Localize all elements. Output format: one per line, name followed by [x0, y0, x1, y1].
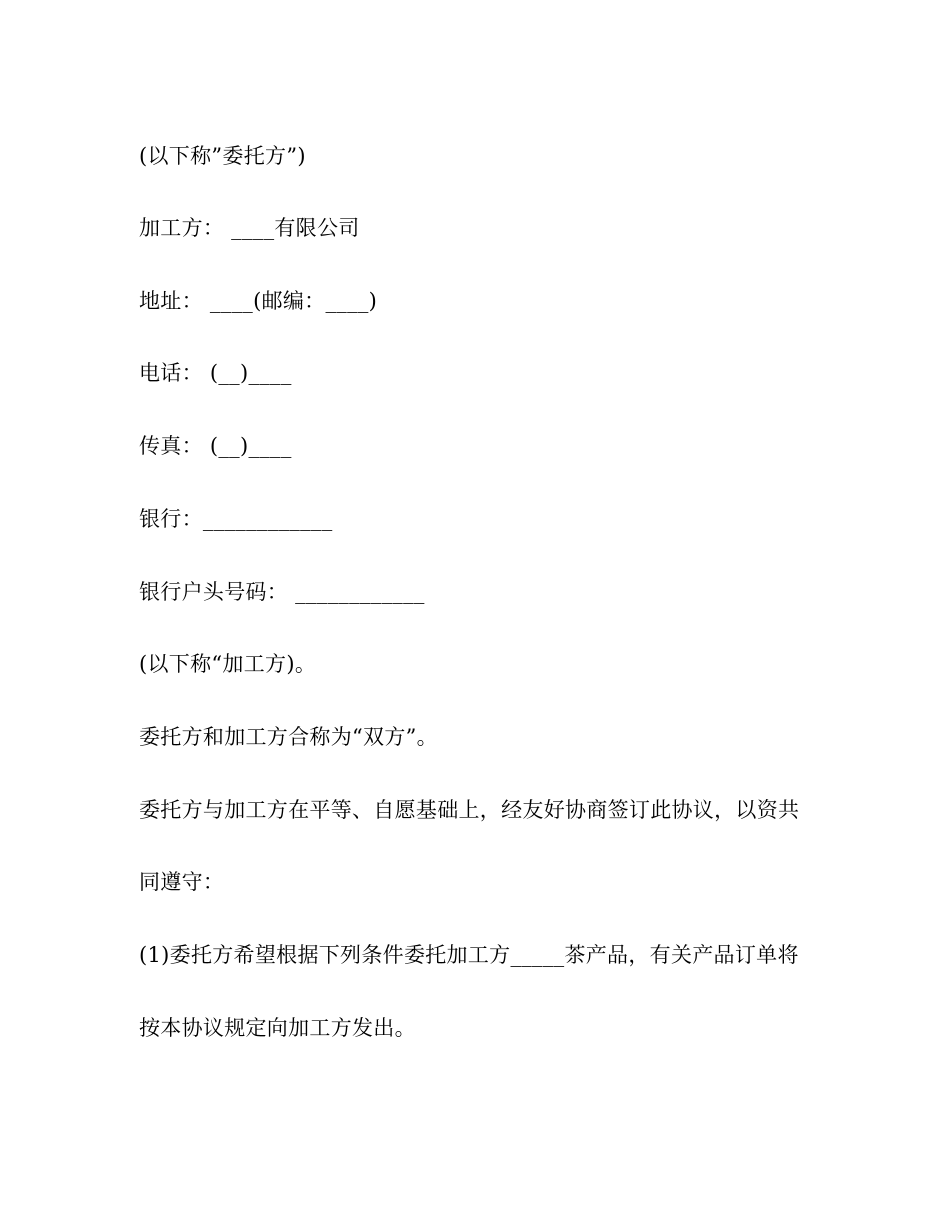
processor-designation-line: (以下称“加工方)。 — [139, 652, 317, 676]
processor-bank-line: 银行：____________ — [139, 507, 333, 531]
agreement-intro-line-1: 委托方与加工方在平等、自愿基础上，经友好协商签订此协议，以资共 — [139, 798, 800, 822]
client-designation-line: (以下称”委托方”) — [139, 144, 306, 168]
processor-bank-account-line: 银行户头号码： ____________ — [139, 580, 425, 604]
clause-1-line-2: 按本协议规定向加工方发出。 — [139, 1016, 416, 1040]
processor-name-line: 加工方： ____有限公司 — [139, 216, 360, 240]
processor-fax-line: 传真： (__)____ — [139, 434, 292, 458]
processor-phone-line: 电话： (__)____ — [139, 361, 292, 385]
processor-address-line: 地址： ____(邮编：____) — [139, 289, 378, 313]
agreement-intro-line-2: 同遵守： — [139, 870, 225, 894]
parties-definition-line: 委托方和加工方合称为“双方”。 — [139, 725, 438, 749]
clause-1-line-1: (1)委托方希望根据下列条件委托加工方_____茶产品，有关产品订单将 — [139, 943, 799, 967]
